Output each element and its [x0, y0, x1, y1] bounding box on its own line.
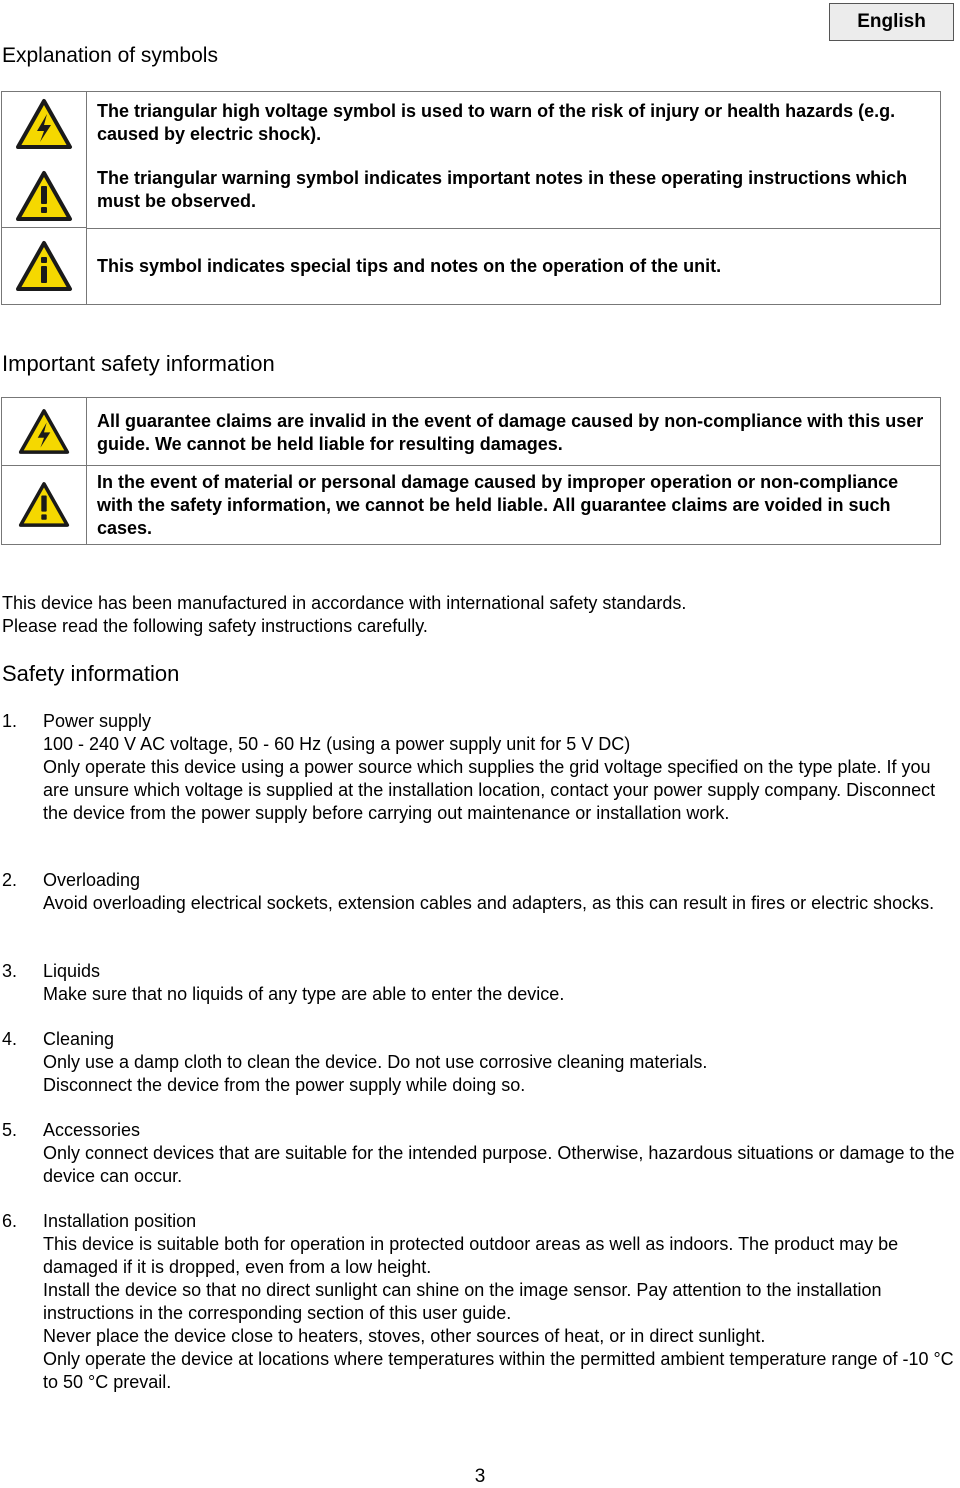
language-tab: English — [829, 3, 954, 41]
important-note-liability: In the event of material or personal damage caused by improper operation or non-compliance with the safety information, we cannot be held liable. All guarantee claims are voided in such cases. — [97, 472, 899, 538]
symbol-desc-info: This symbol indicates special tips and notes on the operation of the unit. — [97, 256, 722, 276]
item-text: Never place the device close to heaters, stoves, other sources of heat, or in direct sunlight. — [43, 1326, 766, 1346]
item-text: Install the device so that no direct sunlight can shine on the image sensor. Pay attention to the installation instructions in the corresponding section of this user guide. — [43, 1280, 882, 1323]
item-text: 100 - 240 V AC voltage, 50 - 60 Hz (using a power supply unit for 5 V DC) — [43, 734, 631, 754]
item-text: Only connect devices that are suitable for the intended purpose. Otherwise, hazardous situations or damage to the device can occur. — [43, 1143, 955, 1186]
high-voltage-icon — [18, 408, 70, 455]
item-title: Cleaning — [43, 1029, 115, 1049]
safety-item — [2, 1028, 960, 1097]
item-title: Liquids — [43, 961, 101, 981]
section-title-symbols: Explanation of symbols — [2, 44, 218, 67]
page-number: 3 — [474, 1466, 486, 1487]
intro-line-2: Please read the following safety instructions carefully. — [2, 616, 428, 636]
symbols-text-cell — [87, 92, 941, 305]
intro-line-1: This device has been manufactured in accordance with international safety standards. — [2, 593, 687, 613]
item-title: Installation position — [43, 1211, 197, 1231]
item-text: Avoid overloading electrical sockets, extension cables and adapters, as this can result in fires or electric shocks. — [43, 893, 935, 913]
item-text: Only use a damp cloth to clean the device. Do not use corrosive cleaning materials. — [43, 1052, 708, 1072]
safety-item — [2, 1210, 960, 1394]
item-number: 4. — [2, 1029, 18, 1049]
item-number: 6. — [2, 1211, 18, 1231]
item-title: Accessories — [43, 1120, 141, 1140]
safety-item — [2, 869, 960, 915]
symbols-table — [1, 91, 941, 305]
item-text: Disconnect the device from the power supply while doing so. — [43, 1075, 526, 1095]
symbol-desc-warning: The triangular warning symbol indicates important notes in these operating instructions which must be observed. — [97, 168, 908, 211]
info-icon — [15, 240, 73, 292]
item-text: Make sure that no liquids of any type are able to enter the device. — [43, 984, 565, 1004]
item-title: Overloading — [43, 870, 141, 890]
safety-item — [2, 1119, 960, 1188]
important-icon-cell — [2, 398, 87, 545]
important-text-cell — [87, 398, 941, 545]
safety-item — [2, 960, 960, 1006]
safety-item — [2, 710, 960, 825]
item-text: This device is suitable both for operation in protected outdoor areas as well as indoors. The product may be damaged if it is dropped, even from a low height. — [43, 1234, 899, 1277]
high-voltage-icon — [15, 98, 73, 150]
symbol-desc-high-voltage: The triangular high voltage symbol is used to warn of the risk of injury or health hazards (e.g. caused by electric shock). — [97, 101, 896, 144]
important-note-guarantee: All guarantee claims are invalid in the event of damage caused by non-compliance with this user guide. We cannot be held liable for resulting damages. — [97, 411, 924, 454]
section-title-important: Important safety information — [2, 351, 275, 376]
item-number: 2. — [2, 870, 18, 890]
symbols-icon-cell — [2, 92, 87, 305]
item-number: 5. — [2, 1120, 18, 1140]
warning-icon — [15, 170, 73, 222]
warning-icon — [18, 481, 70, 528]
item-number: 1. — [2, 711, 18, 731]
item-number: 3. — [2, 961, 18, 981]
item-text: Only operate this device using a power source which supplies the grid voltage specified on the type plate. If you are unsure which voltage is supplied at the installation location, contact your power supply company. Disconnect the device from the power supply before carrying out maintenance or installation work. — [43, 757, 936, 823]
item-text: Only operate the device at locations where temperatures within the permitted ambient temperature range of -10 °C to 50 °C prevail. — [43, 1349, 954, 1392]
item-title: Power supply — [43, 711, 152, 731]
section-title-safety: Safety information — [2, 661, 180, 686]
important-table — [1, 397, 941, 545]
